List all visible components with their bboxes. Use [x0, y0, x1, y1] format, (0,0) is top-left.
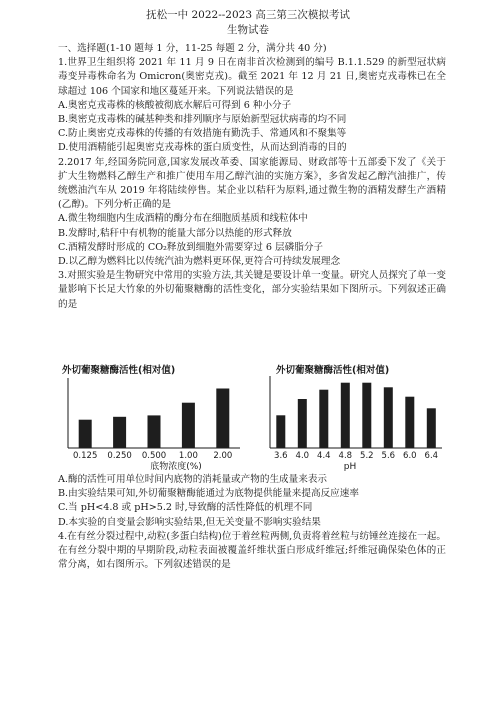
q3-charts-svg: [58, 362, 446, 472]
q1-option-a: A.奥密克戎毒株的核酸被彻底水解后可得到 6 种小分子: [58, 99, 292, 111]
q3-option-a: A.酶的活性可用单位时间内底物的消耗量或产物的生成量来表示: [58, 474, 328, 485]
substrate-bar: [182, 403, 195, 448]
q1-option-c: C.防止奥密克戎毒株的传播的有效措施有勤洗手、常通风和不聚集等: [58, 128, 347, 140]
ph-tick-label: 4.4: [317, 451, 331, 461]
substrate-bar: [113, 417, 126, 448]
questions-block-2: [58, 473, 446, 572]
q3-option-b: B.由实验结果可知,外切葡聚糖酶能通过为底物提供能量来提高反应速率: [58, 488, 359, 500]
q2-option-c: C.酒精发酵时形成的 CO₂释放到细胞外需要穿过 6 层磷脂分子: [58, 241, 324, 253]
substrate-bar: [216, 389, 229, 449]
substrate-chart: [62, 364, 240, 472]
q4-stem: 4.在有丝分裂过程中,动粒(多蛋白结构)位于着丝粒两侧,负责将着丝粒与纺锤丝连接在一起。在有丝分裂中期的早期阶段,动粒表面被覆盖纤维状蛋白形成纤维冠;纤维冠确保染色体的正常分离，如右图所示。下列叙述错误的是: [58, 530, 446, 571]
exam-subtitle: 生物试卷: [227, 24, 269, 36]
q2-option-a: A.微生物细胞内生成酒精的酶分布在细胞质基质和线粒体中: [58, 213, 308, 225]
ph-tick-label: 3.6: [274, 451, 288, 461]
ph-tick-label: 4.0: [295, 451, 310, 461]
ph-tick-label: 5.6: [381, 451, 396, 461]
ph-bar: [319, 390, 328, 448]
q3-option-c: C.当 pH<4.8 或 pH>5.2 时,导致酶的活性降低的机理不同: [58, 502, 313, 514]
substrate-tick-label: 1.00: [178, 451, 198, 461]
ph-x-label: pH: [343, 462, 357, 472]
substrate-tick-label: 0.125: [73, 451, 98, 461]
ph-tick-label: 6.0: [403, 451, 417, 461]
substrate-chart-title: 外切葡聚糖酶活性(相对值): [62, 365, 176, 376]
ph-bar: [362, 383, 371, 448]
exam-title: 抚松一中 2022--2023 高三第三次模拟考试: [146, 9, 350, 21]
q2-option-d: D.以乙醇为燃料比以传统汽油为燃料更环保,更符合可持续发展理念: [58, 256, 341, 268]
q3-charts: [58, 362, 446, 472]
q1-option-d: D.使用酒精能引起奥密克戎毒株的蛋白质变性，从而达到消毒的目的: [58, 142, 347, 154]
substrate-tick-label: 0.500: [141, 451, 167, 461]
ph-tick-label: 5.2: [360, 451, 374, 461]
ph-chart: [270, 364, 442, 472]
substrate-tick-label: 0.250: [107, 451, 132, 461]
q1-stem: 1.世界卫生组织将 2021 年 11 月 9 日在南非首次检测到的编号 B.1.1.529 的新型冠状病毒变异毒株命名为 Omicron(奥密克戎)。截至 2021 年 12 月 21 日,奥密克戎毒株已在全球超过 106 个国家和地区蔓延开来。下列说法错误的是: [58, 57, 446, 97]
ph-bar: [276, 415, 285, 448]
q2-stem: 2.2017 年,经国务院同意,国家发展改革委、国家能源局、财政部等十五部委下发了《关于扩大生物燃料乙醇生产和推广使用车用乙醇汽油的实施方案》，多省发起乙醇汽油推广，传统燃油汽车从 2019 年将陆续停售。某企业以秸秆为原料,通过微生物的酒精发酵生产酒精(乙醇)。下列分析正确的是: [58, 156, 446, 211]
substrate-bar: [79, 420, 92, 448]
ph-bar: [427, 408, 436, 448]
questions-block: [58, 42, 446, 312]
q3-option-d: D.本实验的自变量会影响实验结果,但无关变量不影响实验结果: [58, 516, 321, 528]
ph-bar: [341, 383, 350, 448]
section-heading: 一、选择题(1-10 题每 1 分，11-25 每题 2 分，满分共 40 分): [58, 43, 327, 54]
q3-stem: 3.对照实验是生物研究中常用的实验方法,其关键是要设计单一变量。研究人员探究了单一变量影响下长足大竹象的外切葡聚糖酶的活性变化，部分实验结果如下图所示。下列叙述正确的是: [58, 270, 446, 310]
ph-bar: [384, 387, 393, 448]
substrate-tick-label: 2.00: [213, 451, 233, 461]
ph-tick-label: 4.8: [338, 451, 353, 461]
substrate-bar: [148, 415, 161, 448]
ph-bar: [298, 399, 307, 448]
ph-bar: [405, 397, 414, 448]
ph-tick-label: 6.4: [424, 451, 439, 461]
q2-option-b: B.发酵时,秸秆中有机物的能量大部分以热能的形式释放: [58, 227, 292, 239]
q1-option-b: B.奥密克戎毒株的碱基种类和排列顺序与原始新型冠状病毒的均不同: [58, 114, 347, 126]
substrate-x-label: 底物浓度(%): [150, 462, 202, 472]
ph-chart-title: 外切葡聚糖酶活性(相对值): [276, 365, 390, 376]
